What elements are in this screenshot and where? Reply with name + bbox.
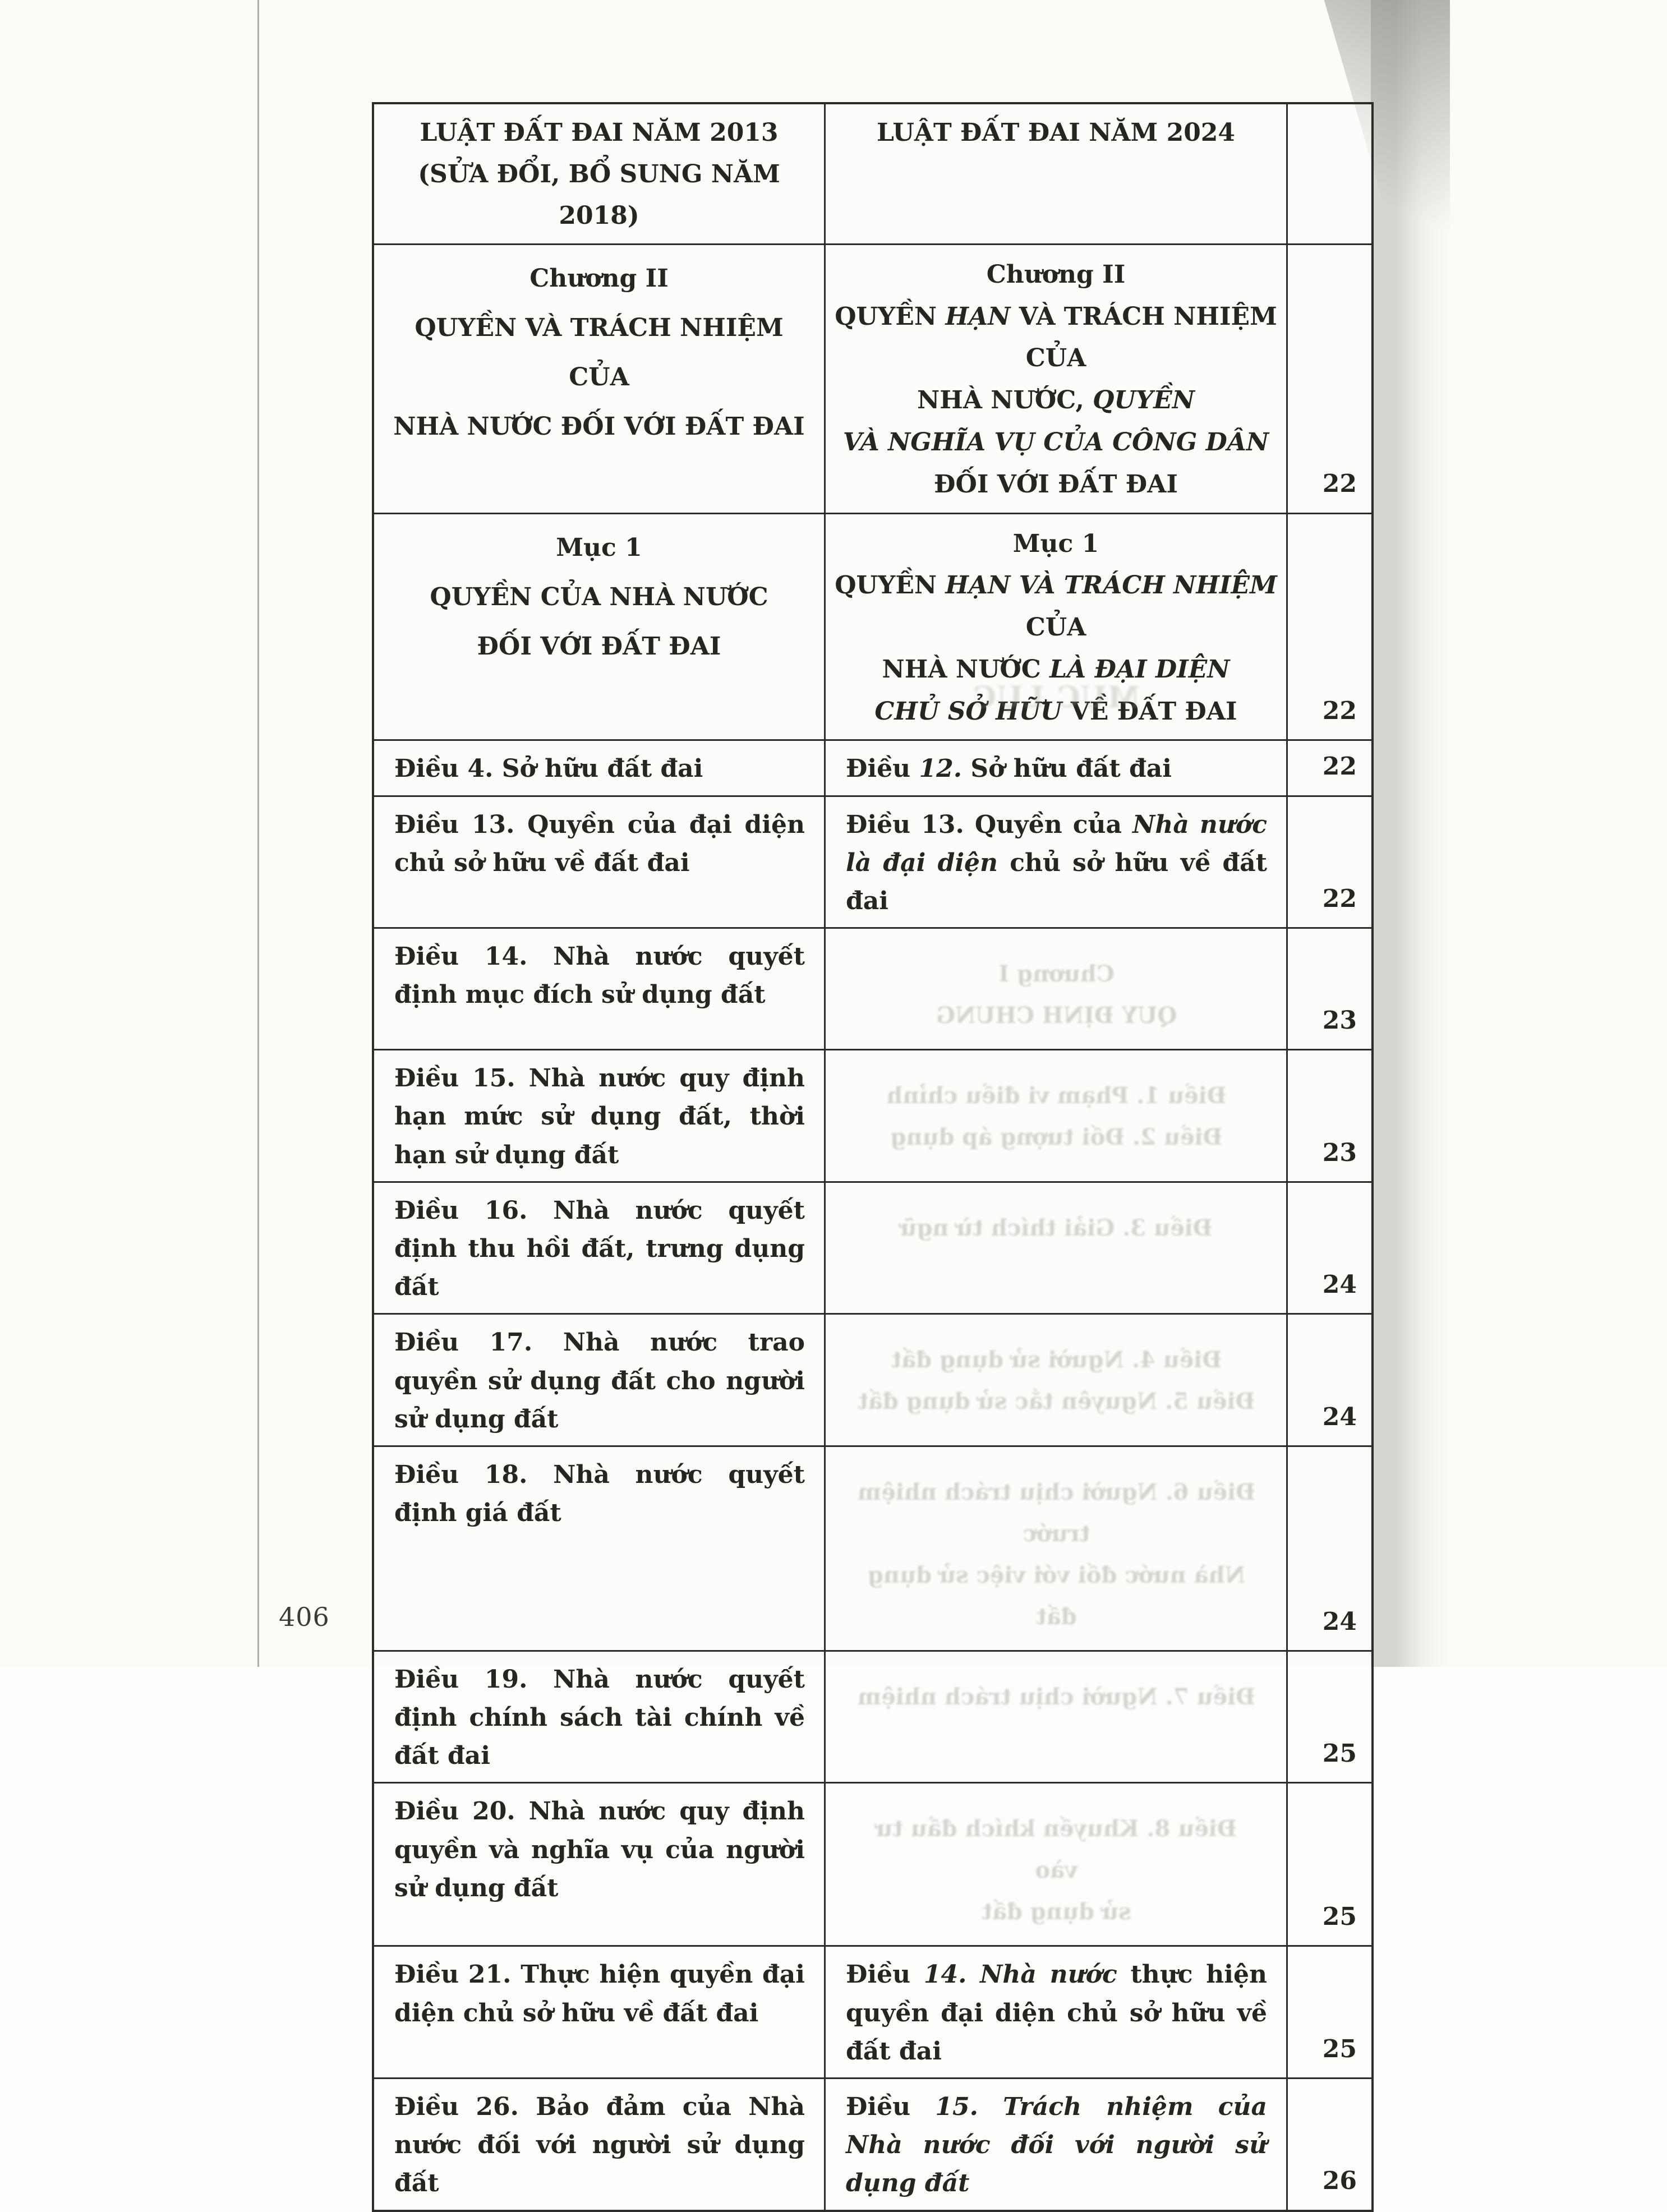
page-number: 25: [1322, 1739, 1357, 1768]
page-number-cell: [1288, 1183, 1371, 1314]
table-row: [374, 243, 1371, 513]
article-2024-cell-empty: [826, 1447, 1288, 1650]
page-number-cell: [1288, 929, 1371, 1049]
article-2013-cell: [374, 1652, 826, 1782]
article-2013-cell: [374, 1447, 826, 1650]
page-number: 24: [1322, 1270, 1357, 1299]
page-number: 24: [1322, 1402, 1357, 1431]
bleed-through-text: Điều 8. Khuyến khích đầu tư vào sử dụng đất: [876, 1815, 1237, 1925]
column-header-page: [1288, 104, 1371, 243]
article-2013-text: Điều 19. Nhà nước quyết định chính sách tài chính về đất đai: [394, 1665, 805, 1771]
article-2013-text: Điều 20. Nhà nước quy định quyền và nghĩa vụ của người sử dụng đất: [394, 1797, 805, 1902]
article-2013-cell: [374, 1784, 826, 1945]
column-header-law-2024: [826, 104, 1288, 243]
page-number-cell: [1288, 741, 1371, 795]
article-2013-text: Điều 26. Bảo đảm của Nhà nước đối với người sử dụng đất: [394, 2093, 805, 2198]
page-number-cell: [1288, 1784, 1371, 1945]
page-number: 26: [1322, 2167, 1357, 2196]
article-2024-cell: [826, 741, 1288, 795]
section-2024-text: Mục 1 QUYỀN HẠN VÀ TRÁCH NHIỆM CỦA NHÀ NƯỚC LÀ ĐẠI DIỆN CHỦ SỞ HỮU VỀ ĐẤT ĐAI: [835, 529, 1277, 726]
page-number: 22: [1322, 752, 1357, 781]
book-edge-shadow: [1371, 0, 1449, 1667]
article-2024-cell-empty: [826, 1183, 1288, 1314]
table-row: [374, 795, 1371, 928]
page-number: 23: [1322, 1138, 1357, 1167]
article-2013-cell: [374, 929, 826, 1049]
page-number: 24: [1322, 1607, 1357, 1636]
table-row: [374, 1313, 1371, 1445]
page-number-cell: [1288, 514, 1371, 740]
article-2024-text: Điều 14. Nhà nước thực hiện quyền đại diện chủ sở hữu về đất đai: [846, 1960, 1267, 2066]
article-2013-text: Điều 14. Nhà nước quyết định mục đích sử dụng đất: [394, 942, 805, 1010]
article-2013-text: Điều 21. Thực hiện quyền đại diện chủ sở hữu về đất đai: [394, 1960, 805, 2027]
article-2024-cell-empty: [826, 929, 1288, 1049]
page-number-cell: [1288, 1947, 1371, 2077]
section-2013-cell: [374, 514, 826, 740]
article-2024-cell-empty: [826, 1050, 1288, 1181]
page-number: 22: [1322, 884, 1357, 914]
column-header-law-2024-text: LUẬT ĐẤT ĐAI NĂM 2024: [876, 118, 1236, 147]
chapter-2024-cell: [826, 245, 1288, 513]
table-row: [374, 1782, 1371, 1945]
page-number-cell: [1288, 245, 1371, 513]
page-left-edge-line: [257, 0, 259, 1667]
page-number: 25: [1322, 1902, 1357, 1932]
table-row: [374, 739, 1371, 795]
page-number-cell: [1288, 1652, 1371, 1782]
table-row: [374, 1181, 1371, 1314]
bleed-through-text: Điều 7. Người chịu trách nhiệm: [857, 1683, 1256, 1710]
law-comparison-table: [372, 102, 1374, 2212]
article-2013-cell: [374, 797, 826, 928]
article-2024-text: Điều 13. Quyền của Nhà nước là đại diện chủ sở hữu về đất đai: [846, 810, 1268, 916]
article-2024-cell: [826, 797, 1288, 928]
article-2024-text: Điều 15. Trách nhiệm của Nhà nước đối với người sử dụng đất: [846, 2093, 1267, 2198]
article-2013-text: Điều 18. Nhà nước quyết định giá đất: [394, 1460, 805, 1528]
table-row: [374, 1945, 1371, 2077]
bleed-through-text: Chương I QUY ĐỊNH CHUNG: [936, 961, 1177, 1029]
page-number: 22: [1322, 697, 1357, 726]
article-2013-cell: [374, 1050, 826, 1181]
chapter-2013-cell: [374, 245, 826, 513]
bleed-through-text: Điều 3. Giải thích từ ngữ: [900, 1214, 1213, 1241]
article-2013-text: Điều 4. Sở hữu đất đai: [394, 754, 703, 784]
article-2013-cell: [374, 1947, 826, 2077]
article-2013-cell: [374, 741, 826, 795]
section-2024-cell: [826, 514, 1288, 740]
article-2013-cell: [374, 1315, 826, 1445]
table-row: [374, 1049, 1371, 1181]
page-number-cell: [1288, 2079, 1371, 2210]
column-header-law-2013: [374, 104, 826, 243]
table-row: [374, 2077, 1371, 2210]
article-2024-cell: [826, 1947, 1288, 2077]
bleed-through-text: Điều 4. Người sử dụng đất Điều 5. Nguyên tắc sử dụng đất: [858, 1347, 1255, 1415]
folio-page-number: 406: [279, 1602, 330, 1632]
article-2013-text: Điều 16. Nhà nước quyết định thu hồi đất, trưng dụng đất: [394, 1196, 805, 1302]
bleed-through-text: Điều 1. Phạm vi điều chỉnh Điều 2. Đối tượng áp dụng: [886, 1082, 1227, 1151]
article-2024-cell-empty: [826, 1652, 1288, 1782]
article-2013-text: Điều 13. Quyền của đại diện chủ sở hữu về đất đai: [394, 810, 805, 877]
article-2024-text: Điều 12. Sở hữu đất đai: [846, 754, 1172, 784]
article-2013-cell: [374, 2079, 826, 2210]
page-number: 23: [1322, 1006, 1357, 1035]
article-2013-text: Điều 15. Nhà nước quy định hạn mức sử dụng đất, thời hạn sử dụng đất: [394, 1064, 805, 1169]
page-number: 25: [1322, 2034, 1357, 2063]
table-row: [374, 513, 1371, 740]
article-2024-cell: [826, 2079, 1288, 2210]
page-number-cell: [1288, 1315, 1371, 1445]
bleed-through-text: Điều 6. Người chịu trách nhiệm trước Nhà nước đối với việc sử dụng đất: [857, 1478, 1256, 1630]
table-row: [374, 1650, 1371, 1782]
chapter-2024-text: Chương II QUYỀN HẠN VÀ TRÁCH NHIỆM CỦA NHÀ NƯỚC, QUYỀN VÀ NGHĨA VỤ CỦA CÔNG DÂN ĐỐI VỚI ĐẤT ĐAI: [835, 260, 1277, 499]
article-2013-cell: [374, 1183, 826, 1314]
page-number: 22: [1322, 469, 1357, 499]
chapter-2013-text: Chương II QUYỀN VÀ TRÁCH NHIỆM CỦA NHÀ NƯỚC ĐỐI VỚI ĐẤT ĐAI: [393, 264, 805, 441]
page-number-cell: [1288, 1447, 1371, 1650]
article-2024-cell-empty: [826, 1784, 1288, 1945]
column-header-law-2013-text: LUẬT ĐẤT ĐAI NĂM 2013 (SỬA ĐỔI, BỔ SUNG NĂM 2018): [418, 118, 780, 230]
page-number-cell: [1288, 1050, 1371, 1181]
page-number-cell: [1288, 797, 1371, 928]
table-row: [374, 927, 1371, 1049]
section-2013-text: Mục 1 QUYỀN CỦA NHÀ NƯỚC ĐỐI VỚI ĐẤT ĐAI: [430, 533, 768, 661]
table-row: [374, 1445, 1371, 1650]
table-header-row: [374, 104, 1371, 243]
bleed-through-title: MỤC LỤC: [971, 680, 1140, 715]
article-2024-cell-empty: [826, 1315, 1288, 1445]
article-2013-text: Điều 17. Nhà nước trao quyền sử dụng đất cho người sử dụng đất: [394, 1328, 805, 1434]
